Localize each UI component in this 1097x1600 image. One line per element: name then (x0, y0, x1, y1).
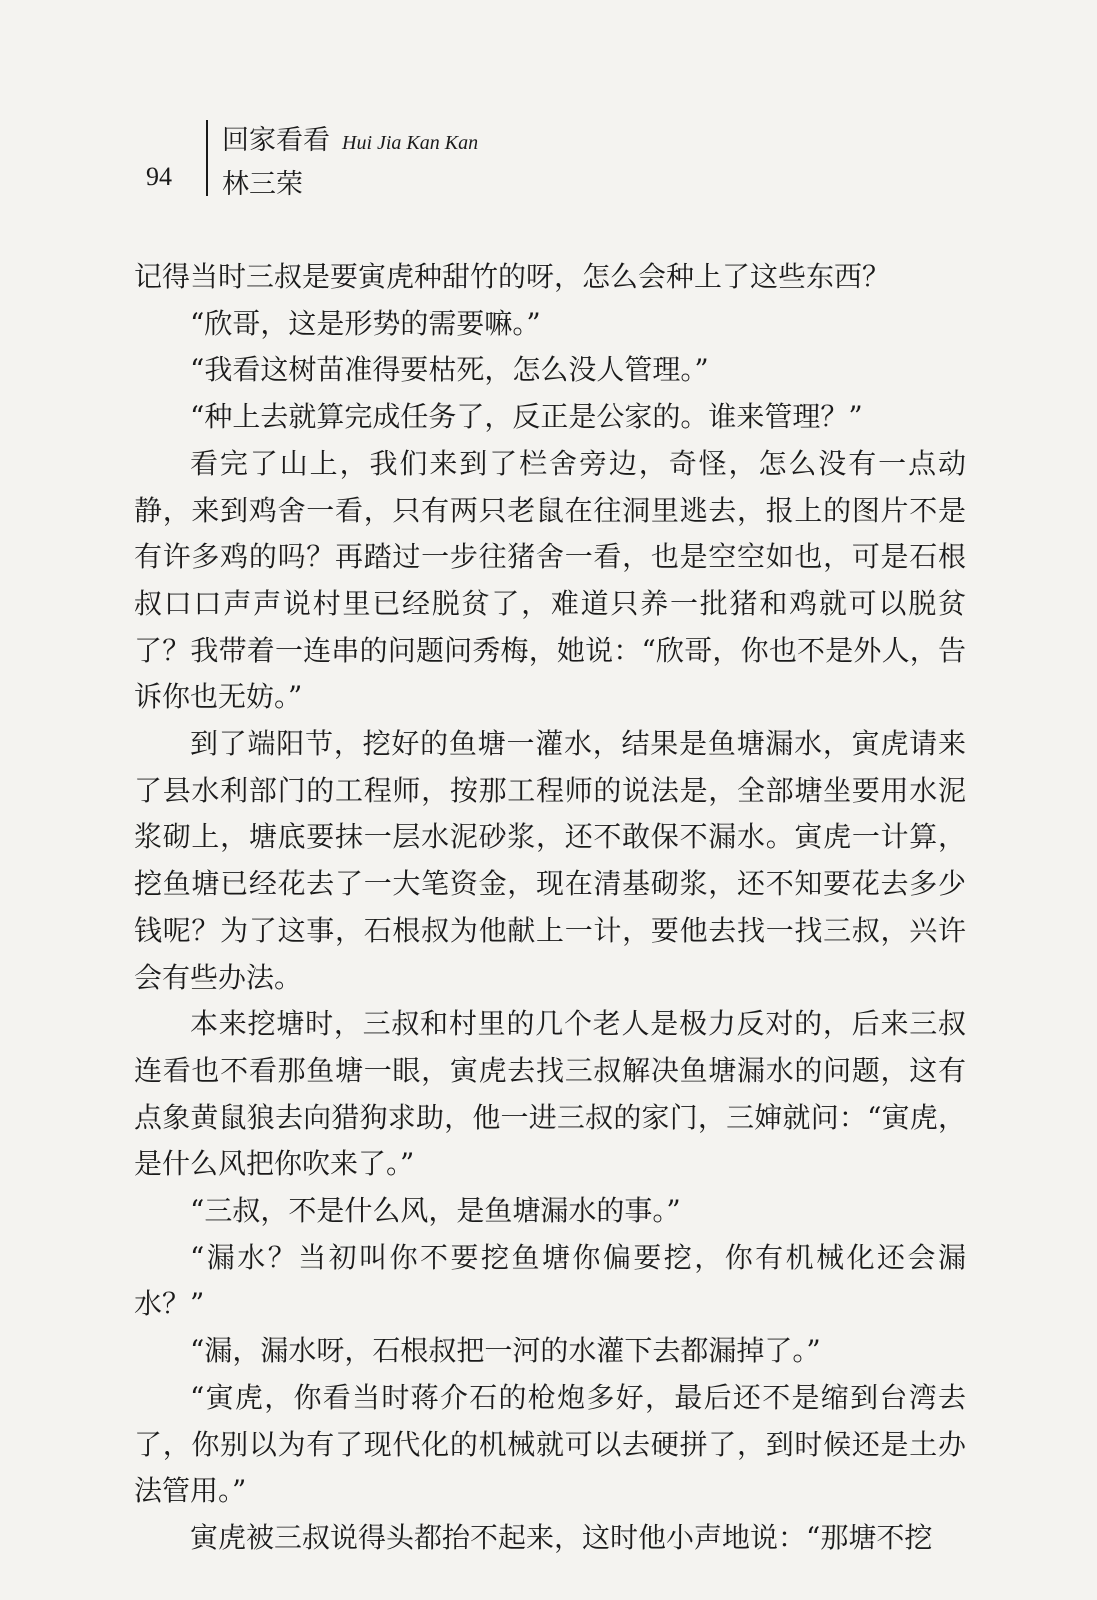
paragraph: “我看这树苗准得要枯死，怎么没人管理。” (190, 353, 709, 387)
paragraph: 到了端阳节，挖好的鱼塘一灌水，结果是鱼塘漏水，寅虎请来了县水利部门的工程师，按那工程师的说法是，全部塘坐要用水泥浆砌上，塘底要抹一层水泥砂浆，还不敢保不漏水。寅虎一计算，挖鱼塘已经花去了一大笔资金，现在清基砌浆，还不知要花去多少钱呢？为了这事，石根叔为他献上一计，要他去找一找三叔，兴许会有些办法。 (134, 727, 966, 994)
paragraph: “寅虎，你看当时蒋介石的枪炮多好，最后还不是缩到台湾去了，你别以为有了现代化的机械就可以去硬拼了，到时候还是土办法管用。” (134, 1380, 966, 1508)
header-divider (206, 120, 208, 196)
paragraph: “欣哥，这是形势的需要嘛。” (190, 306, 541, 340)
paragraph: 本来挖塘时，三叔和村里的几个老人是极力反对的，后来三叔连看也不看那鱼塘一眼，寅虎去找三叔解决鱼塘漏水的问题，这有点象黄鼠狼去向猎狗求助，他一进三叔的家门，三婶就问：“寅虎，是什么风把你吹来了。” (134, 1007, 966, 1181)
paragraph: “三叔，不是什么风，是鱼塘漏水的事。” (190, 1194, 681, 1228)
book-title-chinese: 回家看看 (222, 125, 330, 156)
paragraph: 记得当时三叔是要寅虎种甜竹的呀，怎么会种上了这些东西？ (134, 260, 891, 293)
book-title-pinyin: Hui Jia Kan Kan (342, 132, 479, 154)
paragraph: 看完了山上，我们来到了栏舍旁边，奇怪，怎么没有一点动静，来到鸡舍一看，只有两只老鼠在往洞里逃去，报上的图片不是有许多鸡的吗？再踏过一步往猪舍一看，也是空空如也，可是石根叔口口声声说村里已经脱贫了，难道只养一批猪和鸡就可以脱贫了？我带着一连串的问题问秀梅，她说：“欣哥，你也不是外人，告诉你也无妨。” (134, 446, 966, 714)
running-header (140, 112, 640, 202)
body-text (134, 254, 966, 1562)
page-number: 94 (146, 162, 172, 191)
paragraph: 寅虎被三叔说得头都抬不起来，这时他小声地说：“那塘不挖 (190, 1520, 933, 1554)
book-title (222, 118, 478, 157)
paragraph: “种上去就算完成任务了，反正是公家的。谁来管理？” (190, 400, 863, 434)
author-name: 林三荣 (222, 169, 303, 200)
paragraph: “漏水？当初叫你不要挖鱼塘你偏要挖，你有机械化还会漏水？” (134, 1240, 966, 1321)
paragraph: “漏，漏水呀，石根叔把一河的水灌下去都漏掉了。” (190, 1334, 821, 1368)
